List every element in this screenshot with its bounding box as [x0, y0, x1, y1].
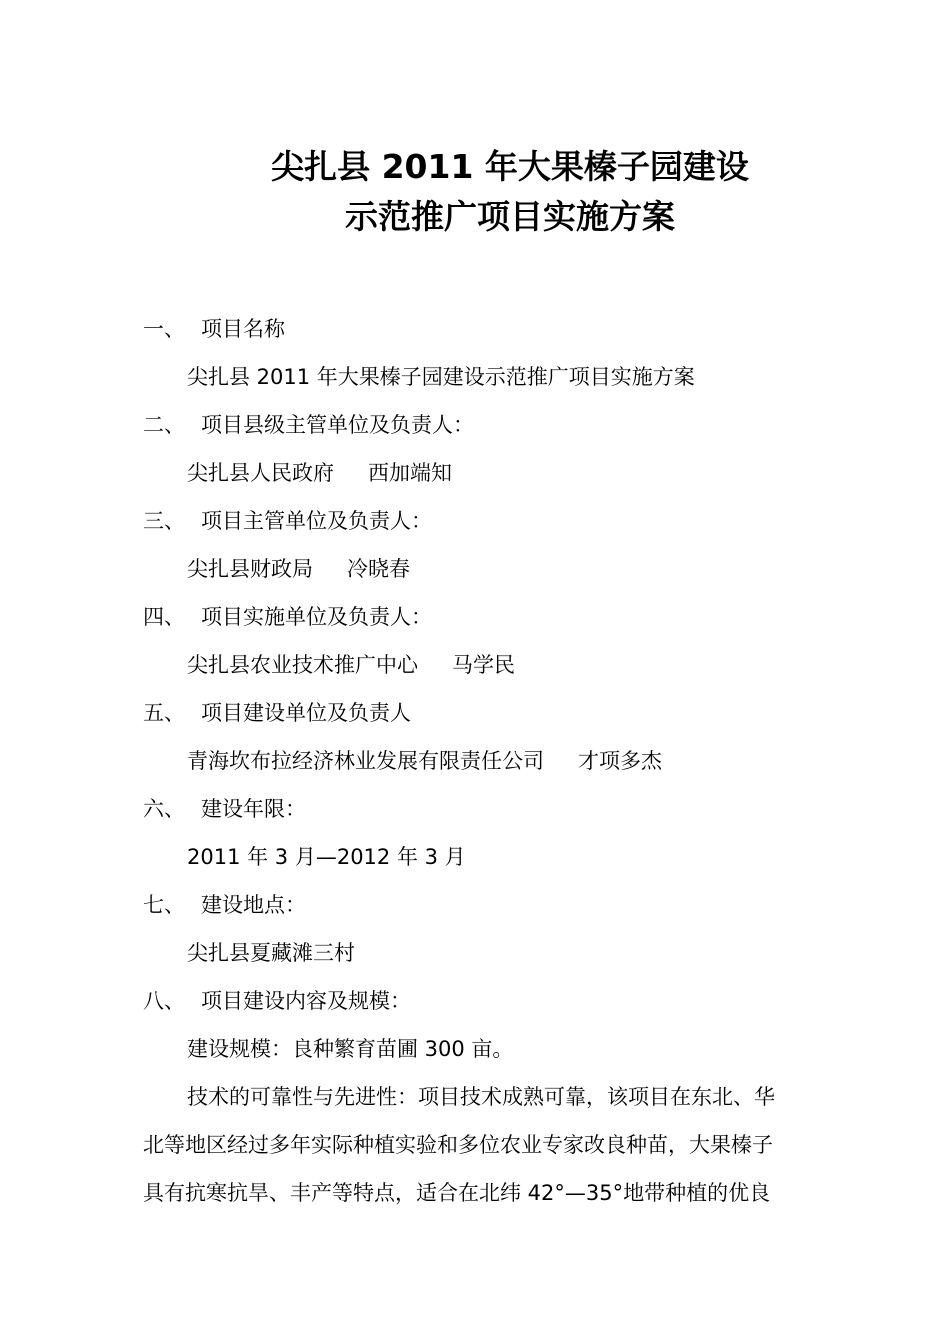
section-number: 七、: [143, 893, 185, 917]
section-heading: 建设年限：: [201, 797, 306, 821]
section-heading: 项目实施单位及负责人：: [201, 605, 432, 629]
section-7-content: 尖扎县夏藏滩三村: [187, 941, 355, 965]
section-heading: 项目建设内容及规模：: [201, 989, 411, 1013]
section-6-content: 2011 年 3 月—2012 年 3 月: [187, 845, 466, 869]
section-heading: 项目主管单位及负责人：: [201, 509, 432, 533]
section-8-content: 建设规模：良种繁育苗圃 300 亩。: [187, 1037, 514, 1061]
section-number: 二、: [143, 413, 185, 437]
section-heading: 建设地点：: [201, 893, 306, 917]
paragraph-line-2: 北等地区经过多年实际种植实验和多位农业专家改良种苗，大果榛子: [143, 1133, 773, 1157]
paragraph-line-1: 技术的可靠性与先进性：项目技术成熟可靠，该项目在东北、华: [187, 1085, 775, 1109]
section-4-content: [187, 650, 515, 680]
section-number: 六、: [143, 797, 185, 821]
section-2-content: [187, 458, 452, 488]
responsible-organization: 青海坎布拉经济林业发展有限责任公司: [187, 749, 544, 773]
section-number: 一、: [143, 317, 185, 341]
section-1-content: 尖扎县 2011 年大果榛子园建设示范推广项目实施方案: [187, 365, 695, 389]
section-number: 三、: [143, 509, 185, 533]
responsible-person: 才项多杰: [578, 749, 662, 773]
responsible-organization: 尖扎县财政局: [187, 557, 313, 581]
section-heading: 项目县级主管单位及负责人：: [201, 413, 474, 437]
responsible-organization: 尖扎县农业技术推广中心: [187, 653, 418, 677]
paragraph-line-3: 具有抗寒抗旱、丰产等特点，适合在北纬 42°—35°地带种植的优良: [143, 1181, 771, 1205]
section-number: 八、: [143, 989, 185, 1013]
responsible-person: 西加端知: [368, 461, 452, 485]
responsible-person: 冷晓春: [347, 557, 410, 581]
document-title-line-2: 示范推广项目实施方案: [345, 197, 675, 236]
responsible-person: 马学民: [452, 653, 515, 677]
section-heading: 项目建设单位及负责人: [201, 701, 411, 725]
document-title-line-1: 尖扎县 2011 年大果榛子园建设: [271, 147, 749, 186]
section-heading: 项目名称: [201, 317, 285, 341]
responsible-organization: 尖扎县人民政府: [187, 461, 334, 485]
section-number: 四、: [143, 605, 185, 629]
section-number: 五、: [143, 701, 185, 725]
section-5-content: [187, 746, 662, 776]
section-3-content: [187, 554, 410, 584]
